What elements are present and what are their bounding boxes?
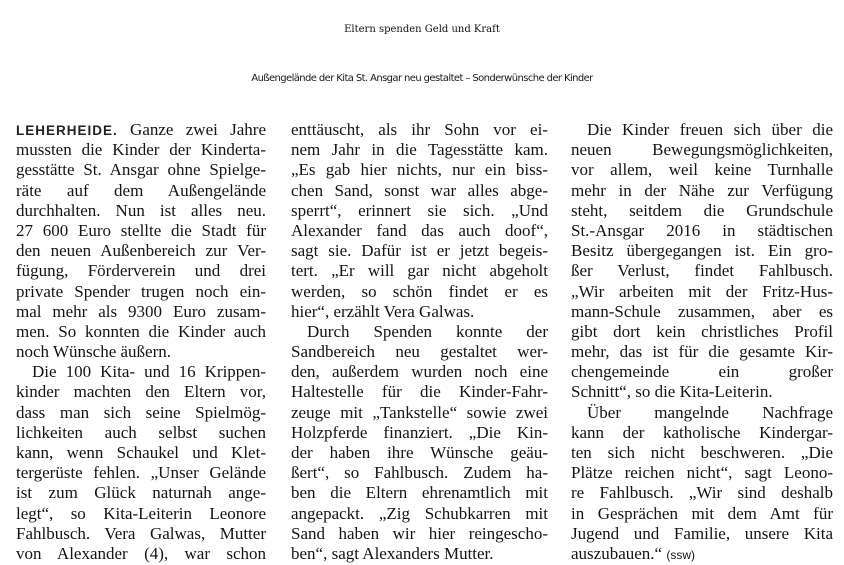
text-line: ßer Verlust, findet Fahlbusch.	[571, 261, 833, 281]
text-line: mal mehr als 9300 Euro zusam-	[16, 301, 266, 321]
headline: Eltern spenden Geld und Kraft	[344, 24, 500, 35]
text-line: fügung, Förderverein und drei	[16, 261, 266, 281]
text-line: ßert“, so Fahlbusch. Zudem ha-	[291, 463, 548, 483]
text-line: tergerüste fehlen. „Unser Gelände	[16, 463, 266, 483]
text-line: kinder machten den Eltern vor,	[16, 382, 266, 402]
text-line: Sandbereich neu gestaltet wer-	[291, 342, 548, 362]
subheadline: Außengelände der Kita St. Ansgar neu gestaltet – Sonderwünsche der Kinder	[251, 73, 593, 84]
text-line: Die Kinder freuen sich über die	[587, 120, 833, 139]
text-line: neuen Bewegungsmöglichkeiten,	[571, 140, 833, 160]
text-line: nem Jahr in die Tagesstätte kam.	[291, 140, 548, 160]
text-line: mehr, das ist für die gesamte Kir-	[571, 342, 833, 362]
text-line: vor allem, weil keine Turnhalle	[571, 160, 833, 180]
text-line: ten sich nicht beschweren. „Die	[571, 443, 833, 462]
text-line: chen Sand, sonst war alles abge-	[291, 180, 548, 200]
text-line: tert. „Er will gar nicht abgeholt	[291, 261, 548, 281]
text-line: men. So konnten die Kinder auch	[16, 321, 266, 341]
text-line: in Gesprächen mit dem Amt für	[571, 503, 833, 523]
text-line	[16, 120, 266, 140]
text-line: zeuge mit „Tankstelle“ sowie zwei	[291, 402, 548, 422]
text-line: ben“, sagt Alexanders Mutter.	[291, 543, 494, 563]
text-line: Über mangelnde Nachfrage	[587, 402, 833, 422]
text-line: chengemeinde ein großer	[571, 362, 833, 382]
text-line: sperrt“, erinnert sie sich. „Und	[291, 200, 548, 220]
text-line: angepackt. „Zig Schubkarren mit	[291, 503, 548, 523]
text-line: Durch Spenden konnte der	[307, 321, 548, 341]
article-column-2	[291, 120, 548, 564]
text-line: von Alexander (4), war schon	[16, 543, 266, 563]
text-line: enttäuscht, als ihr Sohn vor ei-	[291, 120, 548, 139]
text-line: Besitz übergegangen ist. Ein gro-	[571, 241, 833, 261]
text-line: Haltestelle für die Kinder-Fahr-	[291, 382, 548, 402]
text-line: Fahlbusch. Vera Galwas, Mutter	[16, 523, 266, 543]
text-line	[571, 544, 833, 564]
text-line: mussten die Kinder der Kinderta-	[16, 140, 266, 160]
text-line: noch Wünsche äußern.	[16, 342, 171, 362]
text-line: den, außerdem wurden noch eine	[291, 362, 548, 382]
text-line: kann der katholische Kindergar-	[571, 422, 833, 442]
text-line: steht, seitdem die Grundschule	[571, 200, 833, 220]
article-column-1	[16, 120, 266, 564]
text-line: kann, wenn Schaukel und Klet-	[16, 443, 266, 462]
text-line: Schnitt“, so die Kita-Leiterin.	[571, 382, 773, 402]
author-signature: (ssw)	[666, 547, 696, 562]
article-column-3	[571, 120, 833, 564]
text-line-content: auszubauen.“	[571, 543, 663, 563]
text-line: der haben ihre Wünsche geäu-	[291, 443, 548, 462]
text-line: re Fahlbusch. „Wir sind deshalb	[571, 483, 833, 503]
text-line: gesstätte St. Ansgar ohne Spielge-	[16, 160, 266, 180]
text-line: ben die Eltern ehrenamtlich mit	[291, 483, 548, 503]
text-line: ist zum Glück naturnah ange-	[16, 483, 266, 503]
text-line: Sand haben wir hier reingescho-	[291, 523, 548, 543]
text-line: Holzpferde finanziert. „Die Kin-	[291, 422, 548, 442]
text-line: Plätze reichen nicht“, sagt Leono-	[571, 463, 833, 483]
text-line: werden, so schön findet er es	[291, 281, 548, 301]
text-line: räte auf dem Außengelände	[16, 180, 266, 200]
text-line: Die 100 Kita- und 16 Krippen-	[32, 362, 266, 382]
text-line: „Es gab hier nichts, nur ein biss-	[291, 160, 548, 180]
text-line-content: Ganze zwei Jahre	[117, 120, 266, 139]
text-line: gibt dort kein christliches Profil	[571, 321, 833, 341]
text-line: Jugend und Familie, unsere Kita	[571, 523, 833, 543]
text-line: dass man sich seine Spielmög-	[16, 402, 266, 422]
text-line: sagt sie. Dafür ist er jetzt begeis-	[291, 241, 548, 261]
text-line: lichkeiten auch selbst suchen	[16, 422, 266, 442]
text-line: private Spender trugen noch ein-	[16, 281, 266, 301]
text-line: durchhalten. Nun ist alles neu.	[16, 200, 266, 220]
text-line: 27 600 Euro stellte die Stadt für	[16, 220, 266, 240]
text-line: Alexander fand das auch doof“,	[291, 220, 548, 240]
text-line: legt“, so Kita-Leiterin Leonore	[16, 503, 266, 523]
text-line: St.-Ansgar 2016 in städtischen	[571, 220, 833, 240]
text-line: mehr in der Nähe zur Verfügung	[571, 180, 833, 200]
text-line: „Wir arbeiten mit der Fritz-Hus-	[571, 281, 833, 301]
text-line: mann-Schule zusammen, aber es	[571, 301, 833, 321]
dateline: LEHERHEIDE.	[16, 123, 118, 138]
text-line: den neuen Außenbereich zur Ver-	[16, 241, 266, 261]
text-line: hier“, erzählt Vera Galwas.	[291, 301, 475, 321]
